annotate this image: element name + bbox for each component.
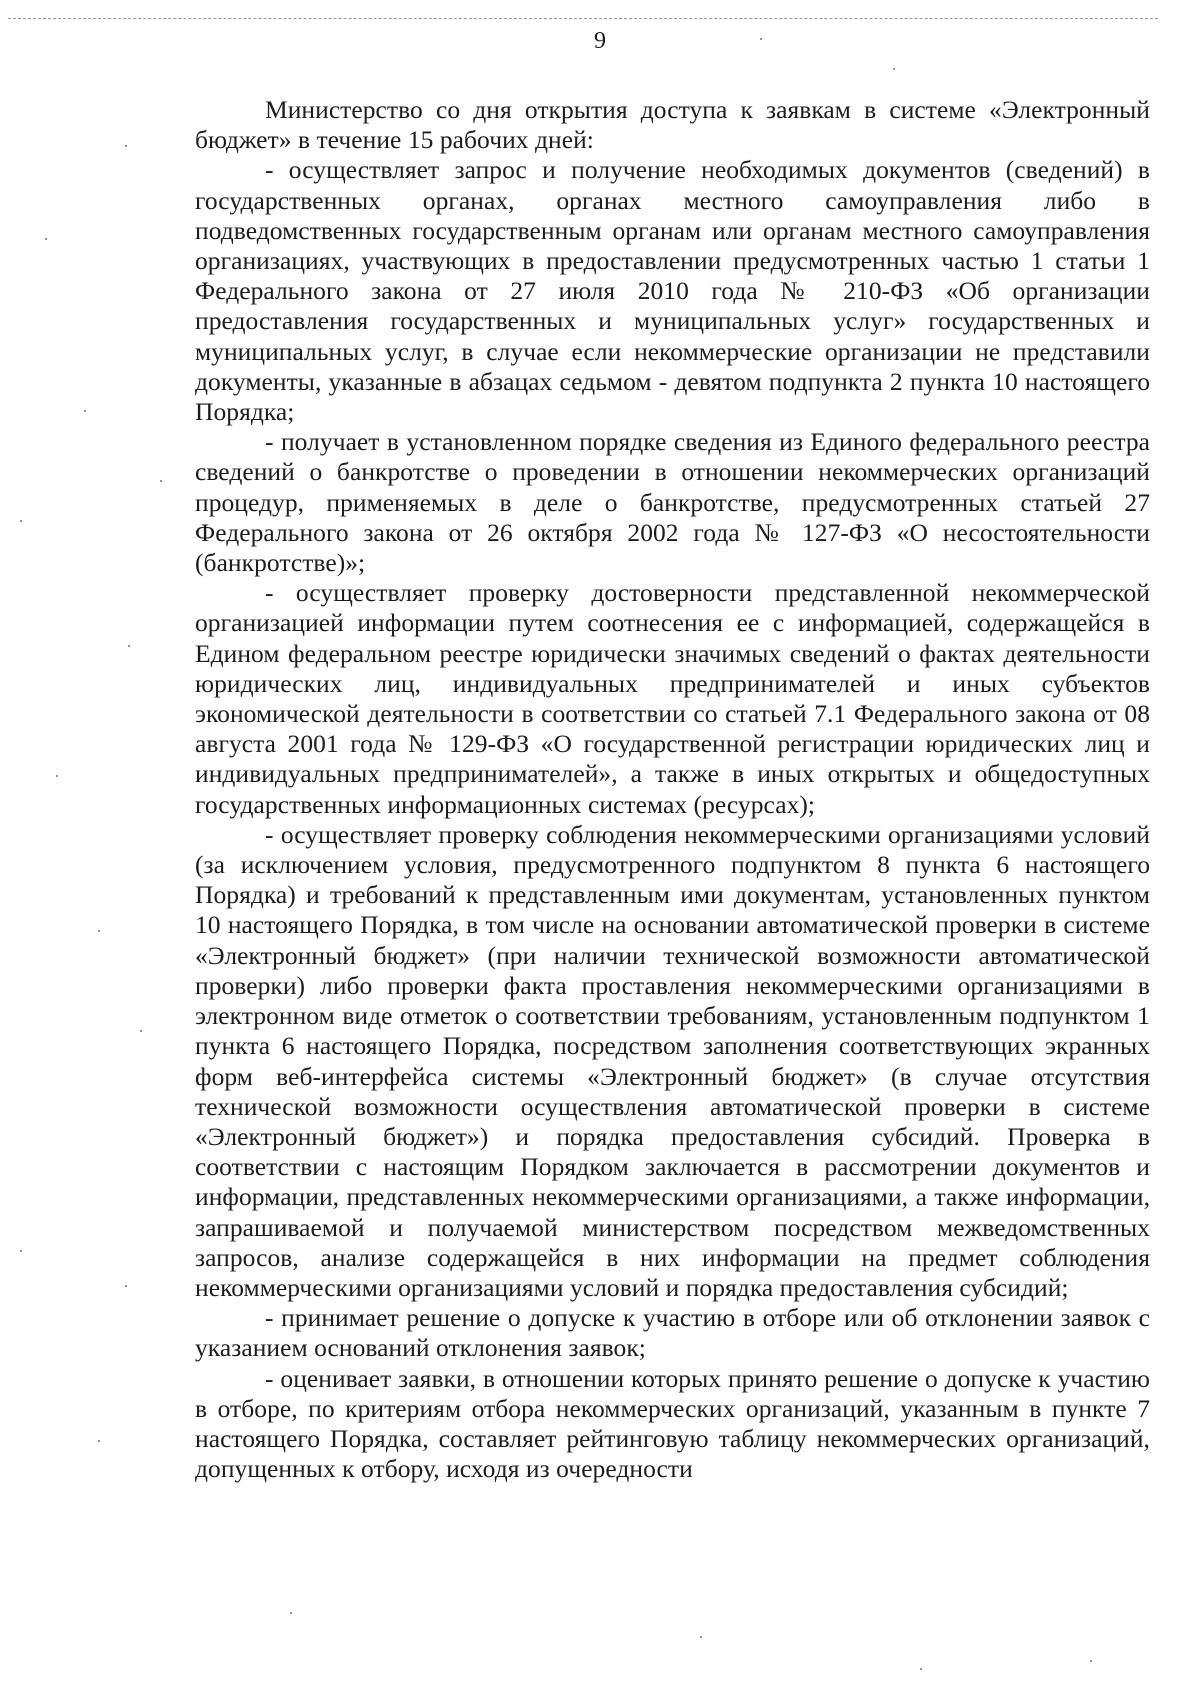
scan-speck bbox=[1090, 1660, 1092, 1662]
scan-speck bbox=[893, 68, 895, 70]
scan-speck bbox=[20, 1250, 22, 1252]
scan-speck bbox=[45, 238, 47, 240]
scan-speck bbox=[20, 520, 22, 522]
page-number: 9 bbox=[594, 28, 606, 54]
scan-speck bbox=[84, 410, 86, 412]
scan-speck bbox=[128, 645, 130, 647]
page-top-border bbox=[8, 18, 1158, 19]
scan-speck bbox=[125, 145, 127, 147]
paragraph-intro: Министерство со дня открытия доступа к заявкам в системе «Электронный бюджет» в течение 15 рабочих дней: bbox=[195, 95, 1150, 155]
scan-speck bbox=[98, 1440, 100, 1442]
paragraph-bankruptcy-registry: - получает в установленном порядке сведения из Единого федерального реестра сведений о банкротстве о проведении в отношении некоммерческих организаций процедур, применяемых в деле о банкротстве, предусмотренных статьей 27 Федерального закона от 26 октября 2002 года № 127-ФЗ «О несостоятельности (банкротстве)»; bbox=[195, 427, 1150, 578]
scan-speck bbox=[160, 480, 162, 482]
scan-speck bbox=[700, 1636, 702, 1638]
scan-speck bbox=[56, 775, 58, 777]
scan-speck bbox=[290, 1612, 292, 1614]
scan-speck bbox=[125, 1285, 127, 1287]
scan-speck bbox=[920, 1668, 922, 1670]
document-body bbox=[195, 95, 1150, 1484]
paragraph-admission-decision: - принимает решение о допуске к участию в отборе или об отклонении заявок с указанием оснований отклонения заявок; bbox=[195, 1303, 1150, 1363]
scan-speck bbox=[140, 1030, 142, 1032]
paragraph-request-documents: - осуществляет запрос и получение необходимых документов (сведений) в государственных органах, органах местного самоуправления либо в подведомственных государственным органам или органам местного самоуправления организациях, участвующих в предоставлении предусмотренных частью 1 статьи 1 Федерального закона от 27 июля 2010 года № 210-ФЗ «Об организации предоставления государственных и муниципальных услуг» государственных и муниципальных услуг, в случае если некоммерческие организации не представили документы, указанные в абзацах седьмом - девятом подпункта 2 пункта 10 настоящего Порядка; bbox=[195, 155, 1150, 427]
paragraph-evaluate-applications: - оценивает заявки, в отношении которых принято решение о допуске к участию в отборе, по критериям отбора некоммерческих организаций, указанным в пункте 7 настоящего Порядка, составляет рейтинговую таблицу некоммерческих организаций, допущенных к отбору, исходя из очередности bbox=[195, 1363, 1150, 1484]
paragraph-compliance-check: - осуществляет проверку соблюдения некоммерческими организациями условий (за исключением условия, предусмотренного подпунктом 8 пункта 6 настоящего Порядка) и требований к представленным ими документам, установленных пунктом 10 настоящего Порядка, в том числе на основании автоматической проверки в системе «Электронный бюджет» (при наличии технической возможности автоматической проверки) либо проверки факта проставления некоммерческими организациями в электронном виде отметок о соответствии требованиям, установленным подпунктом 1 пункта 6 настоящего Порядка, посредством заполнения соответствующих экранных форм веб-интерфейса системы «Электронный бюджет» (в случае отсутствия технической возможности осуществления автоматической проверки в системе «Электронный бюджет») и порядка предоставления субсидий. Проверка в соответствии с настоящим Порядком заключается в рассмотрении документов и информации, представленных некоммерческими организациями, а также информации, запрашиваемой и получаемой министерством посредством межведомственных запросов, анализе содержащейся в них информации на предмет соблюдения некоммерческими организациями условий и порядка предоставления субсидий; bbox=[195, 819, 1150, 1302]
scan-speck bbox=[760, 38, 762, 40]
scan-speck bbox=[98, 930, 100, 932]
paragraph-verify-information: - осуществляет проверку достоверности представленной некоммерческой организацией информации путем соотнесения ее с информацией, содержащейся в Едином федеральном реестре юридически значимых сведений о фактах деятельности юридических лиц, индивидуальных предпринимателей и иных субъектов экономической деятельности в соответствии со статьей 7.1 Федерального закона от 08 августа 2001 года № 129-ФЗ «О государственной регистрации юридических лиц и индивидуальных предпринимателей», а также в иных открытых и общедоступных государственных информационных системах (ресурсах); bbox=[195, 578, 1150, 819]
